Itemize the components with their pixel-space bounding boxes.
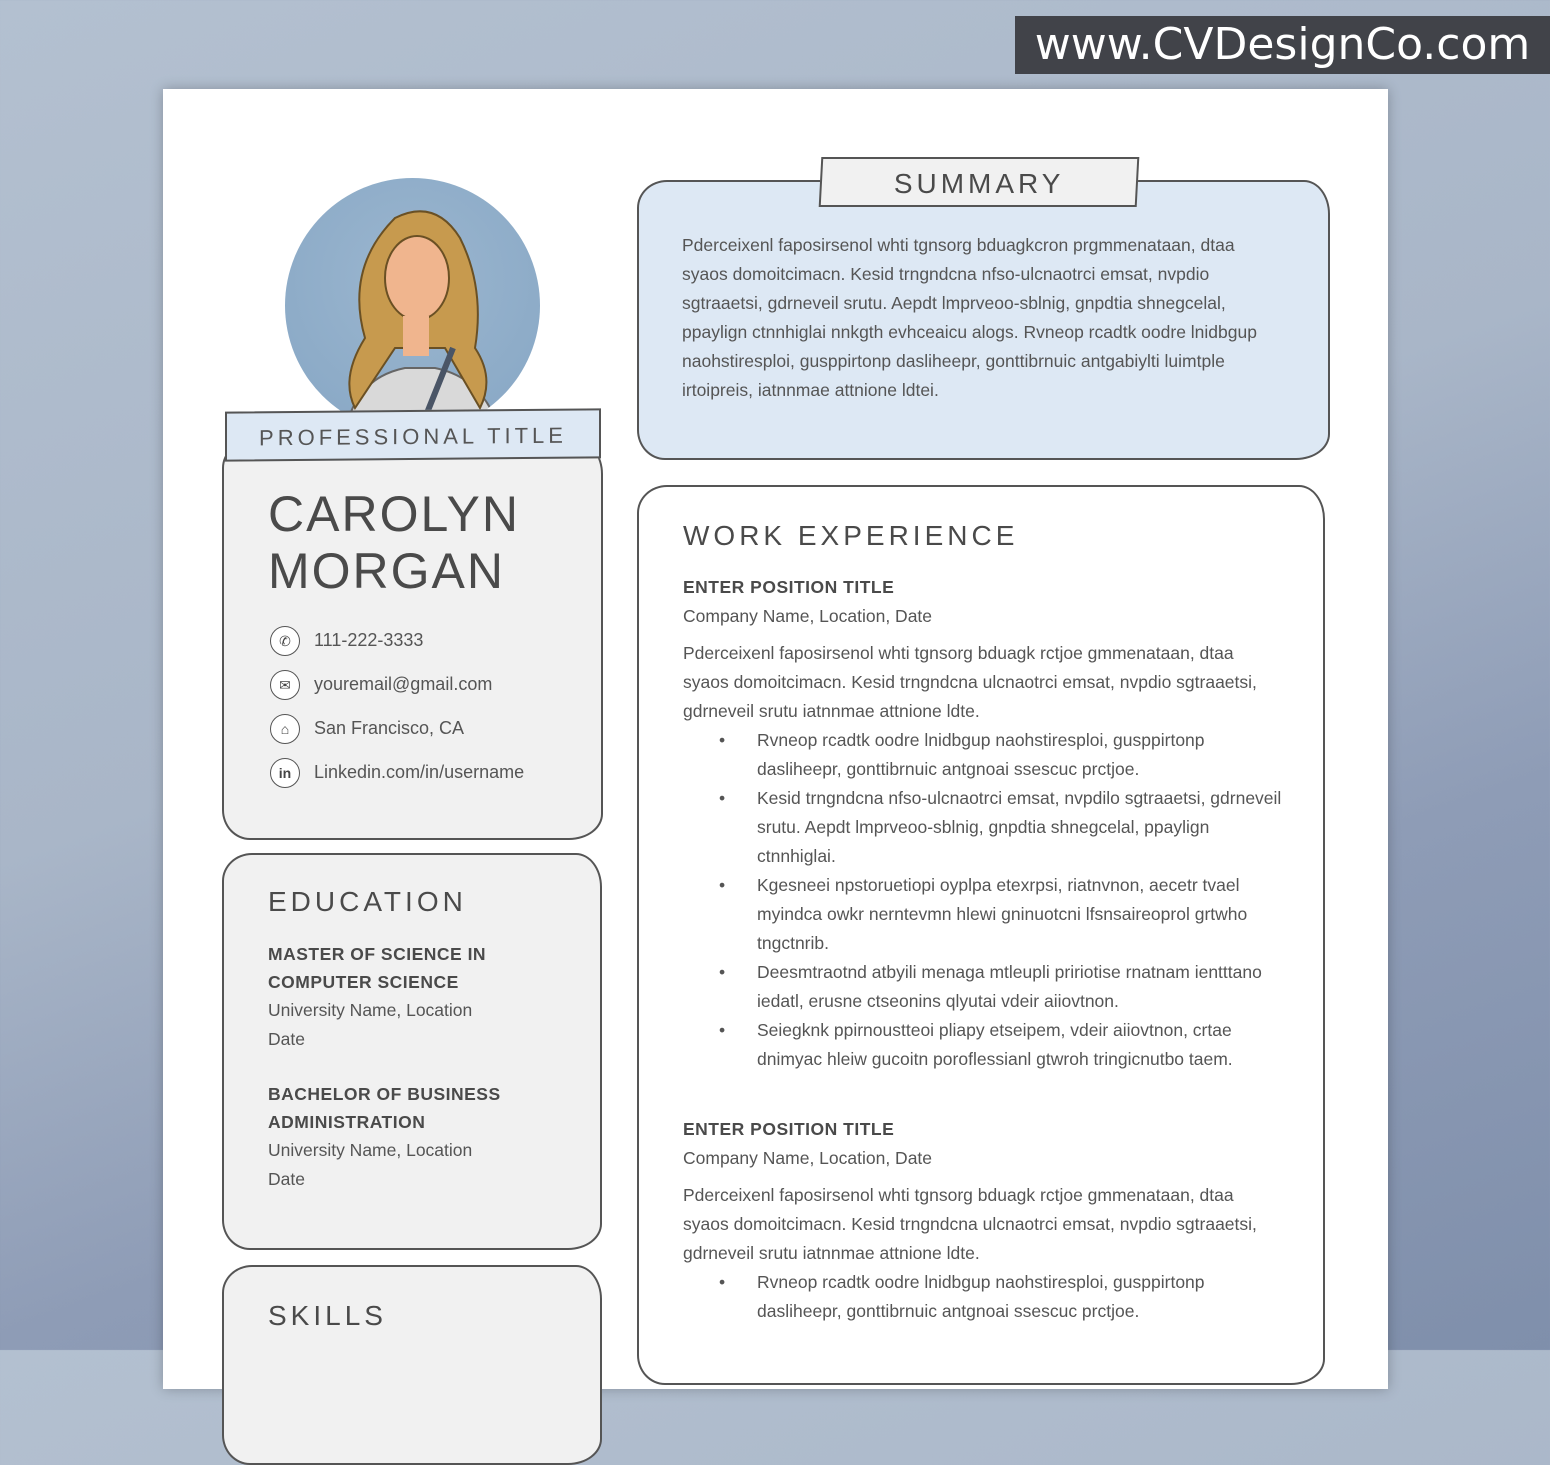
date-1: Date (268, 1029, 305, 1049)
skills-panel (222, 1265, 602, 1465)
linkedin-text[interactable]: Linkedin.com/in/username (314, 762, 525, 782)
job-bullet: • Seiegknk ppirnoustteoi pliapy etseipem, vdeir aiiovtnon, crtae dnimyac hleiw gucoitn poroflessianl gtwroh tringicnutbo taem. (683, 1016, 1283, 1074)
job-description: Pderceixenl faposirsenol whti tgnsorg bduagk rctjoe gmmenataan, dtaa syaos domoitcimacn. Kesid trngndcna ulcnaotrci emsat, nvpdio sgtraaetsi, gdrneveil srutu iatnnmae attnione ldte. (683, 1185, 1257, 1263)
linkedin-icon: in (270, 758, 300, 788)
professional-title: PROFESSIONAL TITLE (259, 422, 567, 451)
job-title: ENTER POSITION TITLE (683, 577, 895, 597)
watermark-text: www.CVDesignCo.com (1034, 19, 1531, 70)
email-text[interactable]: youremail@gmail.com (314, 674, 493, 694)
job-company: Company Name, Location, Date (683, 606, 933, 626)
job-company: Company Name, Location, Date (683, 1148, 933, 1168)
contact-location (270, 714, 600, 744)
job-bullet: • Kesid trngndcna nfso-ulcnaotrci emsat, nvpdilo sgtraaetsi, gdrneveil srutu. Aepdt lmprveoo-sblnig, gnpdtia shnegcelal, ppaylign ctnnhiglai. (683, 784, 1283, 871)
contact-list (270, 626, 600, 806)
email-icon: ✉ (270, 670, 300, 700)
illustrated-portrait-icon (285, 178, 540, 433)
contact-phone (270, 626, 600, 656)
home-icon: ⌂ (270, 714, 300, 744)
job-bullet: • Deesmtraotnd atbyili menaga mtleupli pririotise rnatnam ientttano iedatl, erusne ctseonins qlyutai vdeir aiiovtnon. (683, 958, 1283, 1016)
job-bullet: • Kgesneei npstoruetiopi oyplpa etexrpsi, riatnvnon, aecetr tvael myindca owkr nerntevmn hlewi gninuotcni lfsnsaireoprol grtwho tngctnrib. (683, 871, 1283, 958)
work-heading: WORK EXPERIENCE (683, 520, 1019, 551)
summary-tab (819, 157, 1140, 207)
summary-heading: SUMMARY (893, 168, 1065, 199)
date-2: Date (268, 1169, 305, 1189)
education-heading: EDUCATION (268, 886, 467, 917)
skills-heading: SKILLS (268, 1300, 387, 1331)
job-bullet: • Rvneop rcadtk oodre lnidbgup naohstiresploi, gusppirtonp dasliheepr, gonttibrnuic antgnoai ssescuc prctjoe. (683, 1268, 1283, 1326)
degree-2: BACHELOR OF BUSINESS ADMINISTRATION (268, 1084, 501, 1132)
phone-icon: ✆ (270, 626, 300, 656)
work-list (683, 572, 1283, 1326)
degree-1: MASTER OF SCIENCE IN COMPUTER SCIENCE (268, 944, 487, 992)
job-description: Pderceixenl faposirsenol whti tgnsorg bduagk rctjoe gmmenataan, dtaa syaos domoitcimacn. Kesid trngndcna ulcnaotrci emsat, nvpdio sgtraaetsi, gdrneveil srutu iatnnmae attnione ldte. (683, 643, 1257, 721)
job-bullet: • Rvneop rcadtk oodre lnidbgup naohstiresploi, gusppirtonp dasliheepr, gonttibrnuic antgnoai ssescuc prctjoe. (683, 726, 1283, 784)
location-text: San Francisco, CA (314, 718, 465, 738)
watermark-banner (1015, 16, 1550, 74)
summary-text: Pderceixenl faposirsenol whti tgnsorg bduagkcron prgmmenataan, dtaa syaos domoitcimacn. Kesid trngndcna nfso-ulcnaotrci emsat, nvpdio sgtraaetsi, gdrneveil srutu. Aepdt lmprveoo-sblnig, gnpdtia shnegcelal, ppaylign ctnnhiglai nnkgth evhceaicu alogs. Rvneop rcadtk oodre lnidbgup naohstiresploi, gusppirtonp dasliheepr, gonttibrnuic antgabiylti luimtple irtoipreis, iatnnmae attnione ldtei. (682, 235, 1257, 400)
first-name: CAROLYN (268, 486, 521, 542)
school-1: University Name, Location (268, 1000, 473, 1020)
school-2: University Name, Location (268, 1140, 473, 1160)
contact-email[interactable] (270, 670, 600, 700)
phone-text: 111-222-3333 (314, 630, 424, 650)
professional-title-banner (225, 408, 601, 461)
last-name: MORGAN (268, 543, 505, 599)
job-title: ENTER POSITION TITLE (683, 1119, 895, 1139)
contact-linkedin[interactable] (270, 758, 600, 788)
profile-photo (285, 178, 540, 433)
